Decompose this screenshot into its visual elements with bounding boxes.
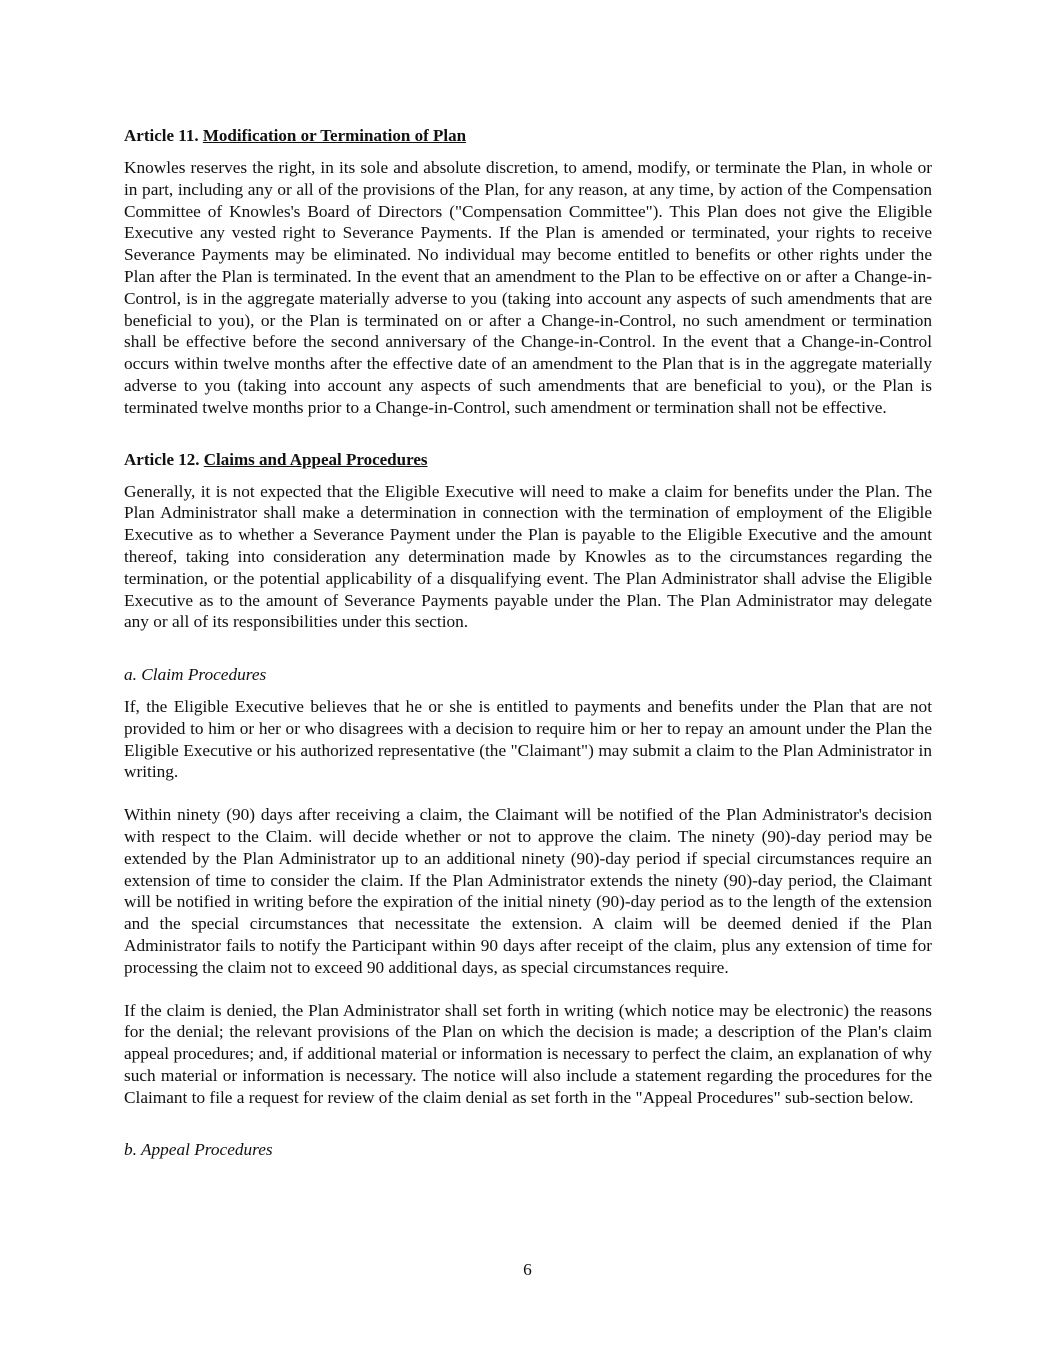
claim-procedures-paragraph-3: If the claim is denied, the Plan Administrator shall set forth in writing (which notice may be electronic) the reasons for the denial; the relevant provisions of the Plan on which the decision is made; a description of the Plan's claim appeal procedures; and, if additional material or information is necessary to perfect the claim, an explanation of why such material or information is necessary. The notice will also include a statement regarding the procedures for the Claimant to file a request for review of the claim denial as set forth in the "Appeal Procedures" sub-section below. xyxy=(124,1000,932,1107)
appeal-procedures-heading: b. Appeal Procedures xyxy=(124,1140,273,1160)
article-11-heading xyxy=(124,126,932,146)
article-12-body: Generally, it is not expected that the Eligible Executive will need to make a claim for benefits under the Plan. The Plan Administrator shall make a determination in connection with the termination of employment of the Eligible Executive as to whether a Severance Payment under the Plan is payable to the Eligible Executive and the amount thereof, taking into consideration any determination made by Knowles as to the circumstances regarding the termination, or the potential applicability of a disqualifying event. The Plan Administrator shall advise the Eligible Executive as to the amount of Severance Payments payable under the Plan. The Plan Administrator may delegate any or all of its responsibilities under this section. xyxy=(124,481,932,632)
document-page xyxy=(124,126,932,1171)
article-11-body: Knowles reserves the right, in its sole and absolute discretion, to amend, modify, or terminate the Plan, in whole or in part, including any or all of the provisions of the Plan, for any reason, at any time, by action of the Compensation Committee of Knowles's Board of Directors ("Compensation Committee"). This Plan does not give the Eligible Executive any vested right to Severance Payments. If the Plan is amended or terminated, your rights to receive Severance Payments may be eliminated. No individual may become entitled to benefits or other rights under the Plan after the Plan is terminated. In the event that an amendment to the Plan to be effective on or after a Change-in-Control, is in the aggregate materially adverse to you (taking into account any aspects of such amendments that are beneficial to you), or the Plan is terminated on or after a Change-in-Control, no such amendment or termination shall be effective before the second anniversary of the Change-in-Control. In the event that a Change-in-Control occurs within twelve months after the effective date of an amendment to the Plan that is in the aggregate materially adverse to you (taking into account any aspects of such amendments that are beneficial to you), or the Plan is terminated twelve months prior to a Change-in-Control, such amendment or termination shall not be effective. xyxy=(124,158,932,417)
article-12-heading xyxy=(124,450,932,470)
claim-procedures-paragraph-2: Within ninety (90) days after receiving a claim, the Claimant will be notified of the Plan Administrator's decision with respect to the Claim. will decide whether or not to approve the claim. The ninety (90)-day period may be extended by the Plan Administrator up to an additional ninety (90)-day period if special circumstances require an extension of time to consider the claim. If the Plan Administrator extends the ninety (90)-day period, the Claimant will be notified in writing before the expiration of the initial ninety (90)-day period as to the length of the extension and the special circumstances that necessitate the extension. A claim will be deemed denied if the Plan Administrator fails to notify the Participant within 90 days after receipt of the claim, plus any extension of time for processing the claim not to exceed 90 additional days, as special circumstances require. xyxy=(124,805,932,977)
claim-procedures-paragraph-1: If, the Eligible Executive believes that he or she is entitled to payments and benefits under the Plan that are not provided to him or her or who disagrees with a decision to require him or her to repay an amount under the Plan the Eligible Executive or his authorized representative (the "Claimant") may submit a claim to the Plan Administrator in writing. xyxy=(124,696,932,782)
claim-procedures-heading: a. Claim Procedures xyxy=(124,665,267,685)
page-number: 6 xyxy=(523,1260,532,1279)
article-12-title: Claims and Appeal Procedures xyxy=(203,449,428,469)
article-12-label: Article 12. xyxy=(124,449,200,469)
article-11-title: Modification or Termination of Plan xyxy=(202,126,467,145)
article-11-label: Article 11. xyxy=(124,126,199,145)
